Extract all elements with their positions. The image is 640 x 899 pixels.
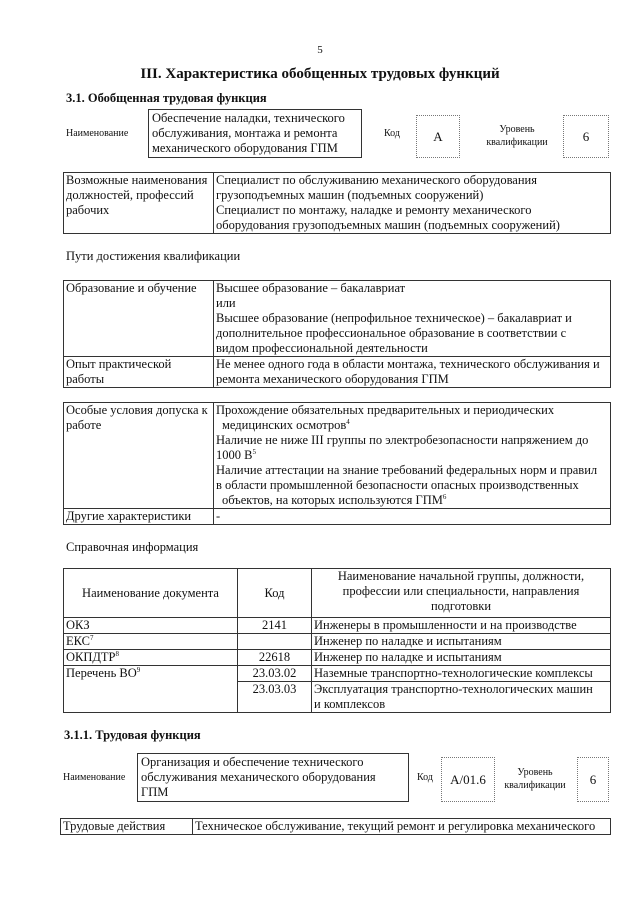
actions-value — [193, 819, 611, 835]
ref-header-name-line: Наименование начальной группы, должности, — [337, 569, 585, 583]
admission-value — [214, 403, 611, 509]
education-line: видом профессиональной деятельности — [216, 341, 428, 355]
ref-doc-text: ОКПДТР — [66, 650, 116, 664]
ref-code: 23.03.02 — [238, 666, 312, 682]
admission-text: объектов, на которых используются ГПМ — [222, 493, 443, 507]
admission-line: в области промышленной безопасности опасных производственных — [216, 478, 579, 492]
ref-header-name-line: профессии или специальности, направления — [342, 584, 580, 598]
tf-name-line: обслуживания механического оборудования — [141, 770, 376, 784]
other-value: - — [214, 509, 611, 525]
ways-title: Пути достижения квалификации — [66, 249, 241, 263]
actions-value-text: Техническое обслуживание, текущий ремонт и регулировка механического — [195, 819, 596, 833]
experience-label-line: работы — [66, 372, 105, 386]
admission-text: медицинских осмотров — [222, 418, 347, 432]
actions-label: Трудовые действия — [61, 819, 193, 835]
gtf-name-box — [148, 109, 362, 158]
experience-line: Не менее одного года в области монтажа, технического обслуживания и — [216, 357, 600, 371]
ref-doc — [64, 634, 238, 650]
admission-text: 1000 В — [216, 448, 253, 462]
experience-label-line: Опыт практической — [66, 357, 172, 371]
ref-header-name — [312, 569, 611, 618]
education-value — [214, 281, 611, 357]
positions-value — [214, 173, 611, 234]
tf-name-box — [137, 753, 409, 802]
positions-value-line: грузоподъемных машин (подъемных сооружений) — [216, 188, 484, 202]
footnote-ref-5: 5 — [252, 447, 256, 456]
gtf-level-label-2: квалификации — [486, 137, 548, 148]
tf-level-label-2: квалификации — [504, 780, 566, 791]
ref-code: 23.03.03 — [238, 682, 312, 713]
ref-header-code: Код — [238, 569, 312, 618]
ref-header-doc: Наименование документа — [64, 569, 238, 618]
ref-name-line: Эксплуатация транспортно-технологических машин — [314, 682, 593, 696]
ref-title: Справочная информация — [66, 540, 199, 554]
admission-line — [216, 418, 608, 433]
education-table — [63, 280, 611, 388]
gtf-name-line: механического оборудования ГПМ — [152, 141, 338, 155]
section-title: III. Характеристика обобщенных трудовых функций — [140, 66, 500, 82]
gtf-code-value: A — [416, 115, 460, 158]
ref-code: 2141 — [238, 618, 312, 634]
ref-doc — [64, 650, 238, 666]
gtf-name-label: Наименование — [66, 128, 129, 139]
ref-name-line: и комплексов — [314, 697, 386, 711]
positions-label — [64, 173, 214, 234]
positions-value-line: Специалист по монтажу, наладке и ремонту механического — [216, 203, 532, 217]
ref-doc — [64, 666, 238, 713]
experience-label — [64, 357, 214, 388]
tf-code-value: A/01.6 — [441, 757, 495, 802]
table-row — [64, 618, 611, 634]
other-label: Другие характеристики — [64, 509, 214, 525]
footnote-ref-7: 7 — [90, 633, 94, 642]
gtf-code-label: Код — [384, 128, 400, 139]
ref-name: Наземные транспортно-технологические комплексы — [312, 666, 611, 682]
admission-line — [216, 493, 608, 508]
gtf-level-label-1: Уровень — [499, 124, 535, 135]
ref-code: 22618 — [238, 650, 312, 666]
footnote-ref-9: 9 — [136, 665, 141, 674]
experience-value — [214, 357, 611, 388]
admission-label-line: Особые условия допуска к — [66, 403, 208, 417]
education-line: дополнительное профессиональное образование в соответствии с — [216, 326, 567, 340]
tf-level-label-1: Уровень — [517, 767, 553, 778]
positions-label-line: рабочих — [66, 203, 110, 217]
tf-name-label: Наименование — [63, 772, 126, 783]
positions-label-line: должностей, профессий — [66, 188, 194, 202]
positions-label-line: Возможные наименования — [66, 173, 208, 187]
footnote-ref-8: 8 — [115, 649, 120, 658]
admission-line: Прохождение обязательных предварительных и периодических — [216, 403, 555, 417]
ref-name: Инженер по наладке и испытаниям — [312, 634, 611, 650]
education-line: Высшее образование (непрофильное техническое) – бакалавриат и — [216, 311, 572, 325]
admission-line: Наличие не ниже III группы по электробезопасности напряжением до — [216, 433, 589, 447]
tf-level-value: 6 — [577, 757, 609, 802]
footnote-ref-4: 4 — [346, 417, 350, 426]
tf-code-label: Код — [417, 772, 433, 783]
positions-table — [63, 172, 611, 234]
ref-name — [312, 682, 611, 713]
admission-line: Наличие аттестации на знание требований федеральных норм и правил — [216, 463, 598, 477]
positions-value-line: оборудования грузоподъемных машин (подъемных сооружений) — [216, 218, 560, 232]
table-row — [64, 666, 611, 682]
experience-line: ремонта механического оборудования ГПМ — [216, 372, 449, 386]
ref-table — [63, 568, 611, 713]
footnote-ref-6: 6 — [442, 492, 447, 501]
ref-header-name-line: подготовки — [430, 599, 492, 613]
gtf-heading: 3.1. Обобщенная трудовая функция — [66, 91, 267, 105]
actions-table — [60, 818, 611, 835]
ref-doc-text: Перечень ВО — [66, 666, 137, 680]
ref-name: Инженер по наладке и испытаниям — [312, 650, 611, 666]
admission-label-line: работе — [66, 418, 102, 432]
ref-name: Инженеры в промышленности и на производстве — [312, 618, 611, 634]
table-row — [64, 634, 611, 650]
admission-label — [64, 403, 214, 509]
education-line: Высшее образование – бакалавриат — [216, 281, 406, 295]
table-row — [64, 650, 611, 666]
gtf-name-line: Обеспечение наладки, технического — [152, 111, 345, 125]
ref-doc-text: ЕКС — [66, 634, 90, 648]
gtf-name-line: обслуживания, монтажа и ремонта — [152, 126, 338, 140]
tf-name-line: Организация и обеспечение технического — [141, 755, 364, 769]
education-label: Образование и обучение — [64, 281, 214, 357]
ref-code — [238, 634, 312, 650]
admission-line — [216, 448, 608, 463]
gtf-level-value: 6 — [563, 115, 609, 158]
tf-level-label — [496, 766, 574, 792]
tf-name-line: ГПМ — [141, 785, 169, 799]
admission-table — [63, 402, 611, 525]
gtf-level-label — [478, 123, 556, 149]
page-number: 5 — [317, 44, 323, 56]
tf-heading: 3.1.1. Трудовая функция — [64, 728, 201, 742]
positions-value-line: Специалист по обслуживанию механического оборудования — [216, 173, 537, 187]
ref-doc: ОКЗ — [64, 618, 238, 634]
education-line: или — [216, 296, 236, 310]
